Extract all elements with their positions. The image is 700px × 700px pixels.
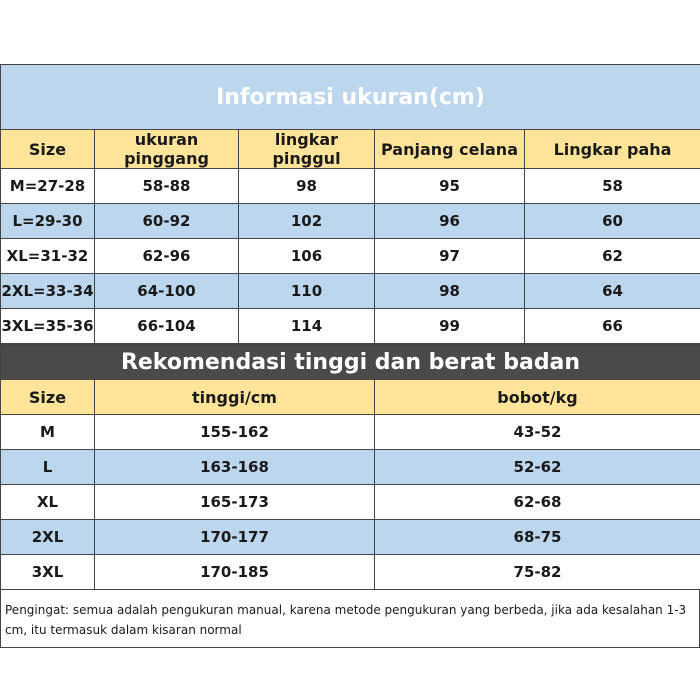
table-cell: XL=31-32 [1,239,95,274]
table-row [1,169,700,204]
table-cell: L [1,450,95,485]
recommendation-table [0,344,700,590]
table-cell: 95 [375,169,525,204]
table-cell: 98 [239,169,375,204]
header-cell: Panjang celana [375,130,525,169]
table-row [1,520,700,555]
table-cell: 106 [239,239,375,274]
table-cell: 62-96 [95,239,239,274]
table-cell: 43-52 [375,415,700,450]
table-cell: 3XL=35-36 [1,309,95,344]
table-cell: 102 [239,204,375,239]
header-cell: tinggi/cm [95,380,375,415]
table-cell: 60 [525,204,700,239]
table-row [1,555,700,590]
table-row [1,309,700,344]
table-row [1,415,700,450]
size-table-title-row [1,65,700,130]
table-cell: 2XL=33-34 [1,274,95,309]
table-cell: M [1,415,95,450]
table-cell: 110 [239,274,375,309]
header-cell: Lingkar paha [525,130,700,169]
size-chart [0,64,700,648]
table-row [1,204,700,239]
table-cell: 3XL [1,555,95,590]
table-row [1,239,700,274]
table-cell: 163-168 [95,450,375,485]
table-cell: 98 [375,274,525,309]
recommendation-title: Rekomendasi tinggi dan berat badan [1,345,700,380]
table-cell: 64 [525,274,700,309]
table-row [1,450,700,485]
table-cell: L=29-30 [1,204,95,239]
table-cell: 114 [239,309,375,344]
header-cell: lingkar pinggul [239,130,375,169]
table-cell: 60-92 [95,204,239,239]
table-row [1,274,700,309]
measurement-note: Pengingat: semua adalah pengukuran manual, karena metode pengukuran yang berbeda, jika ada kesalahan 1-3 cm, itu termasuk dalam kisaran normal [0,590,700,648]
table-cell: 66 [525,309,700,344]
table-cell: 155-162 [95,415,375,450]
header-cell: bobot/kg [375,380,700,415]
table-cell: 170-177 [95,520,375,555]
table-cell: 52-62 [375,450,700,485]
recommendation-header-row [1,380,700,415]
table-cell: 58 [525,169,700,204]
table-cell: XL [1,485,95,520]
table-cell: M=27-28 [1,169,95,204]
table-cell: 97 [375,239,525,274]
table-cell: 58-88 [95,169,239,204]
table-cell: 99 [375,309,525,344]
size-table-title: Informasi ukuran(cm) [1,65,700,130]
size-table-header-row [1,130,700,169]
table-cell: 64-100 [95,274,239,309]
table-cell: 62 [525,239,700,274]
recommendation-title-row [1,345,700,380]
table-cell: 2XL [1,520,95,555]
table-cell: 96 [375,204,525,239]
header-cell: ukuran pinggang [95,130,239,169]
table-cell: 75-82 [375,555,700,590]
table-cell: 165-173 [95,485,375,520]
header-cell: Size [1,130,95,169]
header-cell: Size [1,380,95,415]
table-cell: 62-68 [375,485,700,520]
table-cell: 170-185 [95,555,375,590]
table-cell: 66-104 [95,309,239,344]
size-info-table [0,64,700,344]
table-row [1,485,700,520]
table-cell: 68-75 [375,520,700,555]
